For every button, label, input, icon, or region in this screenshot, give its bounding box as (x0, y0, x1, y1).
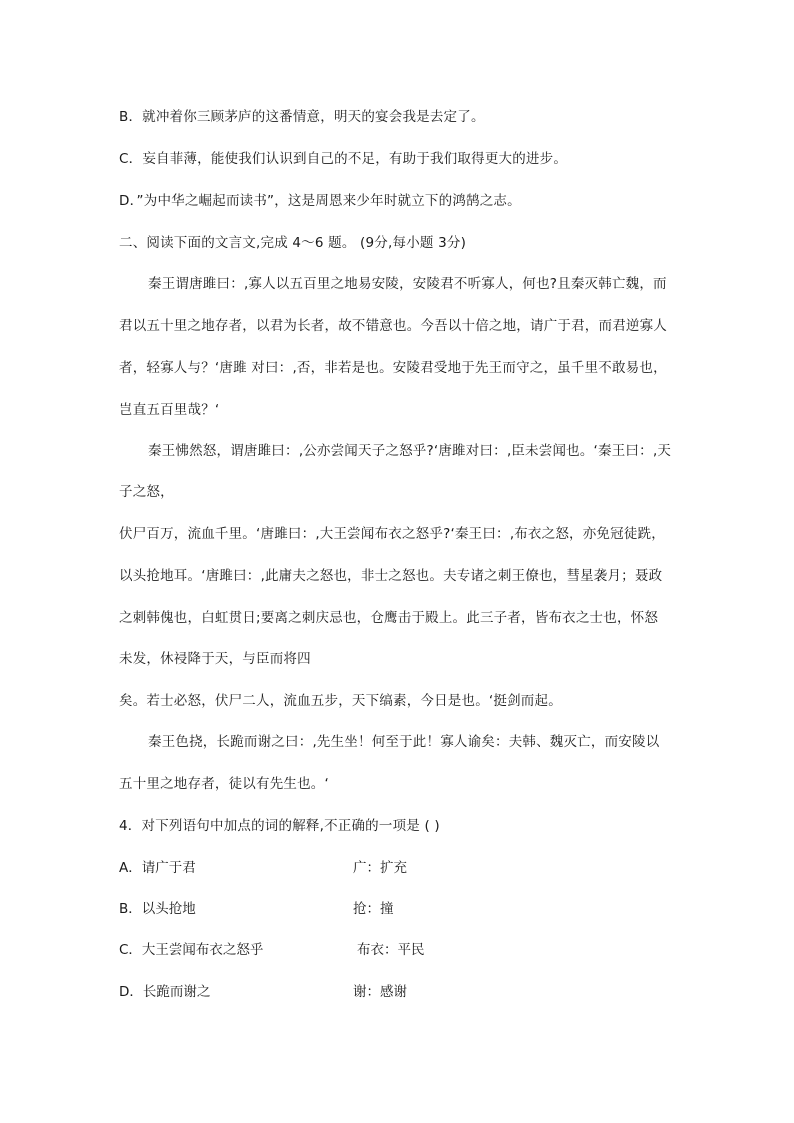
passage-line: 者，轻寡人与？‘唐雎 对曰：‚否，非若是也。安陵君受地于先王而守之，虽千里不敢易也， (119, 360, 667, 376)
passage-line: 以头抢地耳。‘唐雎曰：‚此庸夫之怒也，非士之怒也。夫专诸之刺王僚也，彗星袭月；聂政 (119, 568, 663, 584)
passage-line: 五十里之地存者，徒以有先生也。‘ (119, 776, 329, 792)
option-d-explanation: 谢：感谢 (353, 984, 407, 1000)
option-b-prev: B．就冲着你三顾茅庐的这番情意，明天的宴会我是去定了。 (119, 109, 485, 125)
section-heading: 二、阅读下面的文言文,完成 4～6 题。 (9分,每小题 3分) (119, 235, 467, 251)
passage-line: 之刺韩傀也，白虹贯日;要离之刺庆忌也，仓鹰击于殿上。此三子者，皆布衣之士也，怀怒 (119, 610, 659, 626)
passage-line: 秦王色挠，长跪而谢之曰：‚先生坐！何至于此！寡人谕矣：夫韩、魏灭亡，而安陵以 (148, 734, 660, 750)
passage-line: 秦王谓唐雎曰：‚寡人以五百里之地易安陵，安陵君不听寡人，何也?且秦灭韩亡魏，而 (148, 276, 667, 292)
passage-line: 伏尸百万，流血千里。‘唐雎曰：‚大王尝闻布衣之怒乎?‘秦王曰：‚布衣之怒，亦免冠徒跣， (119, 526, 665, 542)
passage-line: 子之怒， (119, 484, 174, 500)
option-a-explanation: 广：扩充 (353, 860, 407, 876)
question-4-stem: 4．对下列语句中加点的词的解释,不正确的一项是 ( ) (119, 818, 440, 834)
option-a-label: A．请广于君 (119, 860, 196, 876)
option-d-prev: D．”为中华之崛起而读书”，这是周恩来少年时就立下的鸿鹄之志。 (119, 193, 521, 209)
passage-line: 君以五十里之地存者，以君为长者，故不错意也。今吾以十倍之地，请广于君，而君逆寡人 (119, 318, 667, 334)
passage-line: 秦王怫然怒，谓唐雎曰：‚公亦尝闻天子之怒乎?‘唐雎对曰：‚臣未尝闻也。‘秦王曰：‚天 (148, 443, 672, 459)
option-b-explanation: 抢：撞 (353, 901, 394, 917)
option-d-label: D．长跪而谢之 (119, 984, 211, 1000)
option-c-explanation: 布衣：平民 (357, 942, 425, 958)
option-c-label: C．大王尝闻布衣之怒乎 (119, 942, 264, 958)
option-b-label: B．以头抢地 (119, 901, 196, 917)
passage-line: 岂直五百里哉？‘ (119, 402, 220, 418)
option-c-prev: C．妄自菲薄，能使我们认识到自己的不足，有助于我们取得更大的进步。 (119, 151, 568, 167)
passage-line: 矣。若士必怒，伏尸二人，流血五步，天下缟素，今日是也。‘挺剑而起。 (119, 693, 562, 709)
passage-line: 未发，休祲降于天，与臣而将四 (119, 651, 311, 667)
